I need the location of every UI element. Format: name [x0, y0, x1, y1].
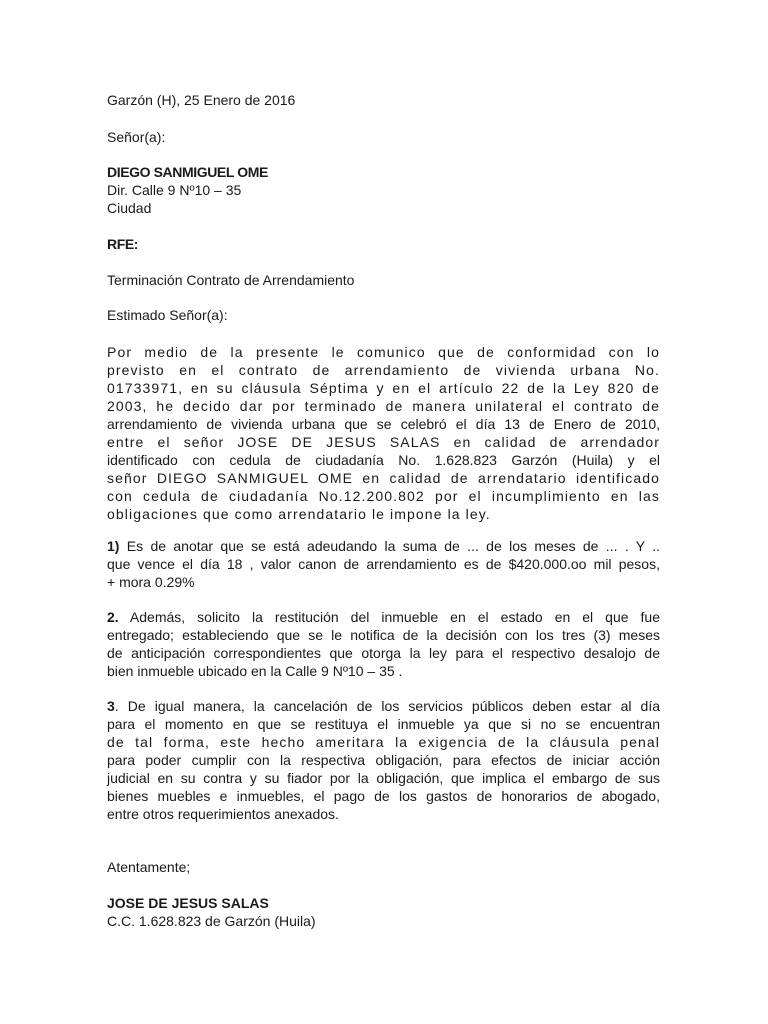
body-line: arrendamiento de vivienda urbana que se celebró el día 13 de Enero de 2010,: [107, 416, 660, 432]
ref-label: RFE:: [107, 236, 139, 252]
body-line: obligaciones que como arrendatario le impone la ley.: [107, 506, 491, 522]
body-line: entre el señor JOSE DE JESUS SALAS en calidad de arrendador: [107, 434, 660, 450]
closing: Atentamente;: [107, 859, 191, 875]
point-2: [107, 608, 660, 680]
point-3: [107, 697, 660, 823]
body-line: Por medio de la presente le comunico que de conformidad con lo: [107, 344, 660, 360]
subject-line: Terminación Contrato de Arrendamiento: [107, 272, 355, 288]
point-3-number: 3: [107, 698, 115, 714]
recipient-name: DIEGO SANMIGUEL OME: [107, 164, 268, 180]
point-1-line: + mora 0.29%: [107, 574, 195, 590]
place-date: Garzón (H), 25 Enero de 2016: [107, 92, 296, 108]
point-1-number: 1): [107, 538, 120, 554]
point-2-line: Además, solicito la restitución del inmueble en el estado en el que fue: [129, 609, 660, 625]
point-2-line: de anticipación correspondientes que otorga la ley para el respectivo desalojo de: [107, 645, 660, 661]
point-2-line: entregado; estableciendo que se le notifica de la decisión con los tres (3) meses: [107, 627, 660, 643]
point-1-line: que vence el día 18 , valor canon de arrendamiento es de $420.000.oo mil pesos,: [107, 556, 660, 572]
point-3-line: . De igual manera, la cancelación de los servicios públicos deben estar al día: [114, 698, 660, 714]
point-3-line: para poder cumplir con la respectiva obligación, para efectos de iniciar acción: [107, 752, 660, 768]
point-2-number: 2.: [107, 609, 119, 625]
signature-name: JOSE DE JESUS SALAS: [107, 895, 269, 911]
recipient-address: Dir. Calle 9 Nº10 – 35: [107, 182, 242, 198]
point-1-line: Es de anotar que se está adeudando la suma de ... de los meses de ... . Y ..: [126, 538, 660, 554]
point-3-line: para el momento en que se restituya el inmueble ya que si no se encuentran: [107, 716, 660, 732]
recipient-block: [107, 163, 660, 217]
body-line: señor DIEGO SANMIGUEL OME en calidad de arrendatario identificado: [107, 470, 660, 486]
signature-id: C.C. 1.628.823 de Garzón (Huila): [107, 913, 316, 929]
point-2-line: bien inmueble ubicado en la Calle 9 Nº10 – 35 .: [107, 663, 403, 679]
point-3-line: de tal forma, este hecho ameritara la exigencia de la cláusula penal: [107, 734, 660, 750]
point-3-line: judicial en su contra y su fiador por la obligación, que implica el embargo de sus: [107, 770, 660, 786]
body-paragraph: [107, 343, 660, 523]
body-line: con cedula de ciudadanía No.12.200.802 por el incumplimiento en las: [107, 488, 660, 504]
point-3-line: bienes muebles e inmuebles, el pago de los gastos de honorarios de abogado,: [107, 788, 660, 804]
recipient-city: Ciudad: [107, 200, 152, 216]
body-line: 2003, he decido dar por terminado de manera unilateral el contrato de: [107, 398, 660, 414]
body-line: previsto en el contrato de arrendamiento de vivienda urbana No.: [107, 362, 660, 378]
signature-block: [107, 894, 660, 930]
salutation-title: Señor(a):: [107, 129, 166, 145]
point-3-line: entre otros requerimientos anexados.: [107, 806, 339, 822]
body-line: 01733971, en su cláusula Séptima y en el artículo 22 de la Ley 820 de: [107, 380, 660, 396]
point-1: [107, 537, 660, 591]
body-line: identificado con cedula de ciudadanía No. 1.628.823 Garzón (Huila) y el: [107, 452, 660, 468]
greeting: Estimado Señor(a):: [107, 307, 228, 323]
